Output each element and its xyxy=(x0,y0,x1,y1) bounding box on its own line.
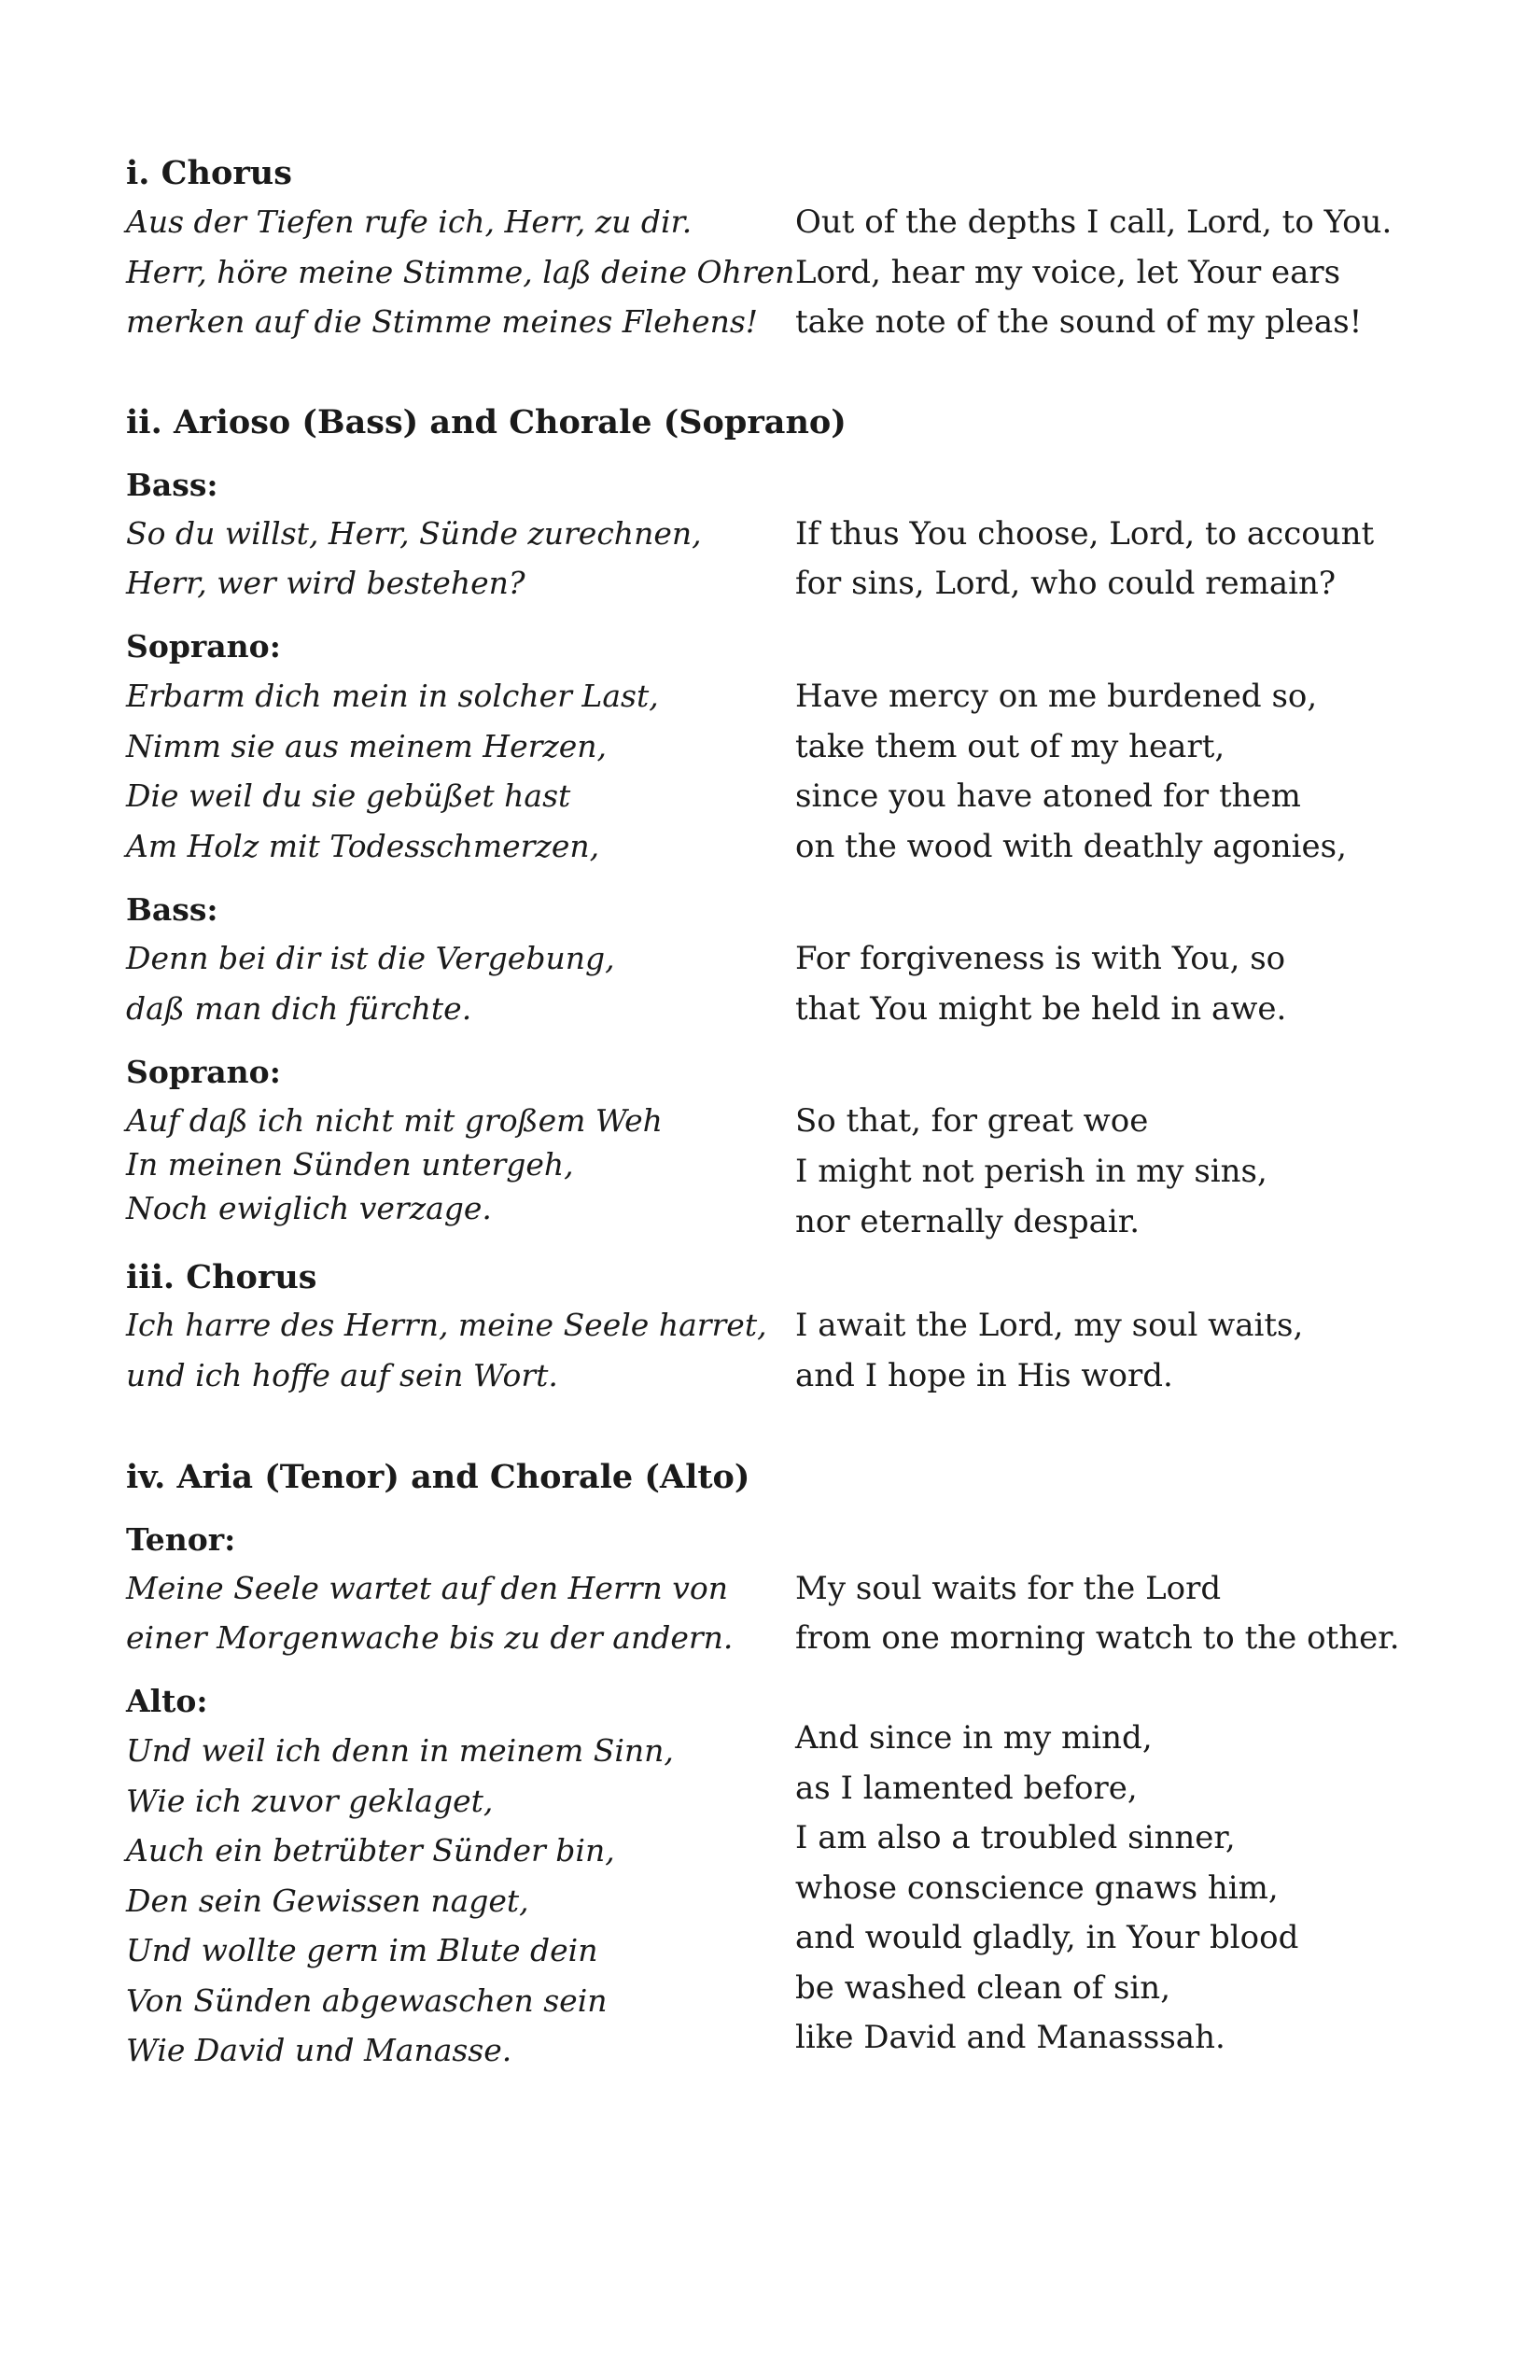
english-line: Lord, hear my voice, let Your ears xyxy=(795,254,1341,291)
german-line: Denn bei dir ist die Vergebung, xyxy=(126,940,615,976)
english-line: since you have atoned for them xyxy=(795,777,1301,815)
english-line: and would gladly, in Your blood xyxy=(795,1919,1299,1956)
english-line: that You might be held in awe. xyxy=(795,990,1287,1028)
section-title-arioso: ii. Arioso (Bass) and Chorale (Soprano) xyxy=(126,403,847,441)
voice-label-bass: Bass: xyxy=(126,467,218,503)
voice-label-alto: Alto: xyxy=(126,1683,208,1719)
english-line: for sins, Lord, who could remain? xyxy=(795,565,1337,602)
german-line: Ich harre des Herrn, meine Seele harret, xyxy=(126,1307,767,1343)
german-line: Herr, höre meine Stimme, laß deine Ohren xyxy=(126,254,795,290)
section-title-chorus-1: i. Chorus xyxy=(126,154,292,192)
english-line: from one morning watch to the other. xyxy=(795,1619,1400,1657)
english-line: So that, for great woe xyxy=(795,1102,1149,1140)
english-line: Have mercy on me burdened so, xyxy=(795,678,1318,715)
english-line: take them out of my heart, xyxy=(795,728,1225,765)
german-line: Aus der Tiefen rufe ich, Herr, zu dir. xyxy=(126,203,693,240)
english-line: on the wood with deathly agonies, xyxy=(795,828,1347,865)
english-line: and I hope in His word. xyxy=(795,1357,1173,1394)
english-line: My soul waits for the Lord xyxy=(795,1570,1222,1607)
german-line: In meinen Sünden untergeh, xyxy=(126,1146,574,1183)
german-line: und ich hoffe auf sein Wort. xyxy=(126,1357,558,1393)
german-line: Herr, wer wird bestehen? xyxy=(126,565,525,601)
german-line: daß man dich fürchte. xyxy=(126,990,472,1027)
german-line: Von Sünden abgewaschen sein xyxy=(126,1982,608,2019)
english-line: like David and Manasssah. xyxy=(795,2019,1225,2056)
english-line: be washed clean of sin, xyxy=(795,1969,1171,2007)
voice-label-bass: Bass: xyxy=(126,891,218,928)
english-line: whose conscience gnaws him, xyxy=(795,1869,1279,1907)
german-line: Und wollte gern im Blute dein xyxy=(126,1932,598,1968)
voice-label-soprano: Soprano: xyxy=(126,1054,281,1090)
german-line: So du willst, Herr, Sünde zurechnen, xyxy=(126,515,702,552)
voice-label-soprano: Soprano: xyxy=(126,628,281,665)
german-line: Wie ich zuvor geklaget, xyxy=(126,1783,494,1819)
english-line: as I lamented before, xyxy=(795,1770,1138,1807)
english-line: nor eternally despair. xyxy=(795,1203,1141,1240)
german-line: Noch ewiglich verzage. xyxy=(126,1190,492,1226)
section-title-aria: iv. Aria (Tenor) and Chorale (Alto) xyxy=(126,1458,750,1496)
english-line: If thus You choose, Lord, to account xyxy=(795,515,1375,553)
german-line: einer Morgenwache bis zu der andern. xyxy=(126,1619,734,1656)
german-line: Am Holz mit Todesschmerzen, xyxy=(126,828,600,864)
english-line: take note of the sound of my pleas! xyxy=(795,303,1363,341)
german-line: Erbarm dich mein in solcher Last, xyxy=(126,678,659,714)
german-line: Den sein Gewissen naget, xyxy=(126,1883,529,1919)
german-line: Auf daß ich nicht mit großem Weh xyxy=(126,1102,663,1139)
german-line: Meine Seele wartet auf den Herrn von xyxy=(126,1570,729,1606)
english-line: I await the Lord, my soul waits, xyxy=(795,1307,1304,1344)
german-line: Nimm sie aus meinem Herzen, xyxy=(126,728,608,764)
german-line: Auch ein betrübter Sünder bin, xyxy=(126,1832,615,1869)
english-line: And since in my mind, xyxy=(795,1719,1153,1757)
german-line: Und weil ich denn in meinem Sinn, xyxy=(126,1732,674,1769)
english-line: I am also a troubled sinner, xyxy=(795,1819,1236,1856)
german-line: merken auf die Stimme meines Flehens! xyxy=(126,303,759,340)
section-title-chorus-3: iii. Chorus xyxy=(126,1258,317,1296)
voice-label-tenor: Tenor: xyxy=(126,1521,236,1558)
english-line: For forgiveness is with You, so xyxy=(795,940,1286,977)
german-line: Die weil du sie gebüßet hast xyxy=(126,777,571,814)
german-line: Wie David und Manasse. xyxy=(126,2032,512,2068)
english-line: I might not perish in my sins, xyxy=(795,1153,1267,1190)
english-line: Out of the depths I call, Lord, to You. xyxy=(795,203,1393,241)
